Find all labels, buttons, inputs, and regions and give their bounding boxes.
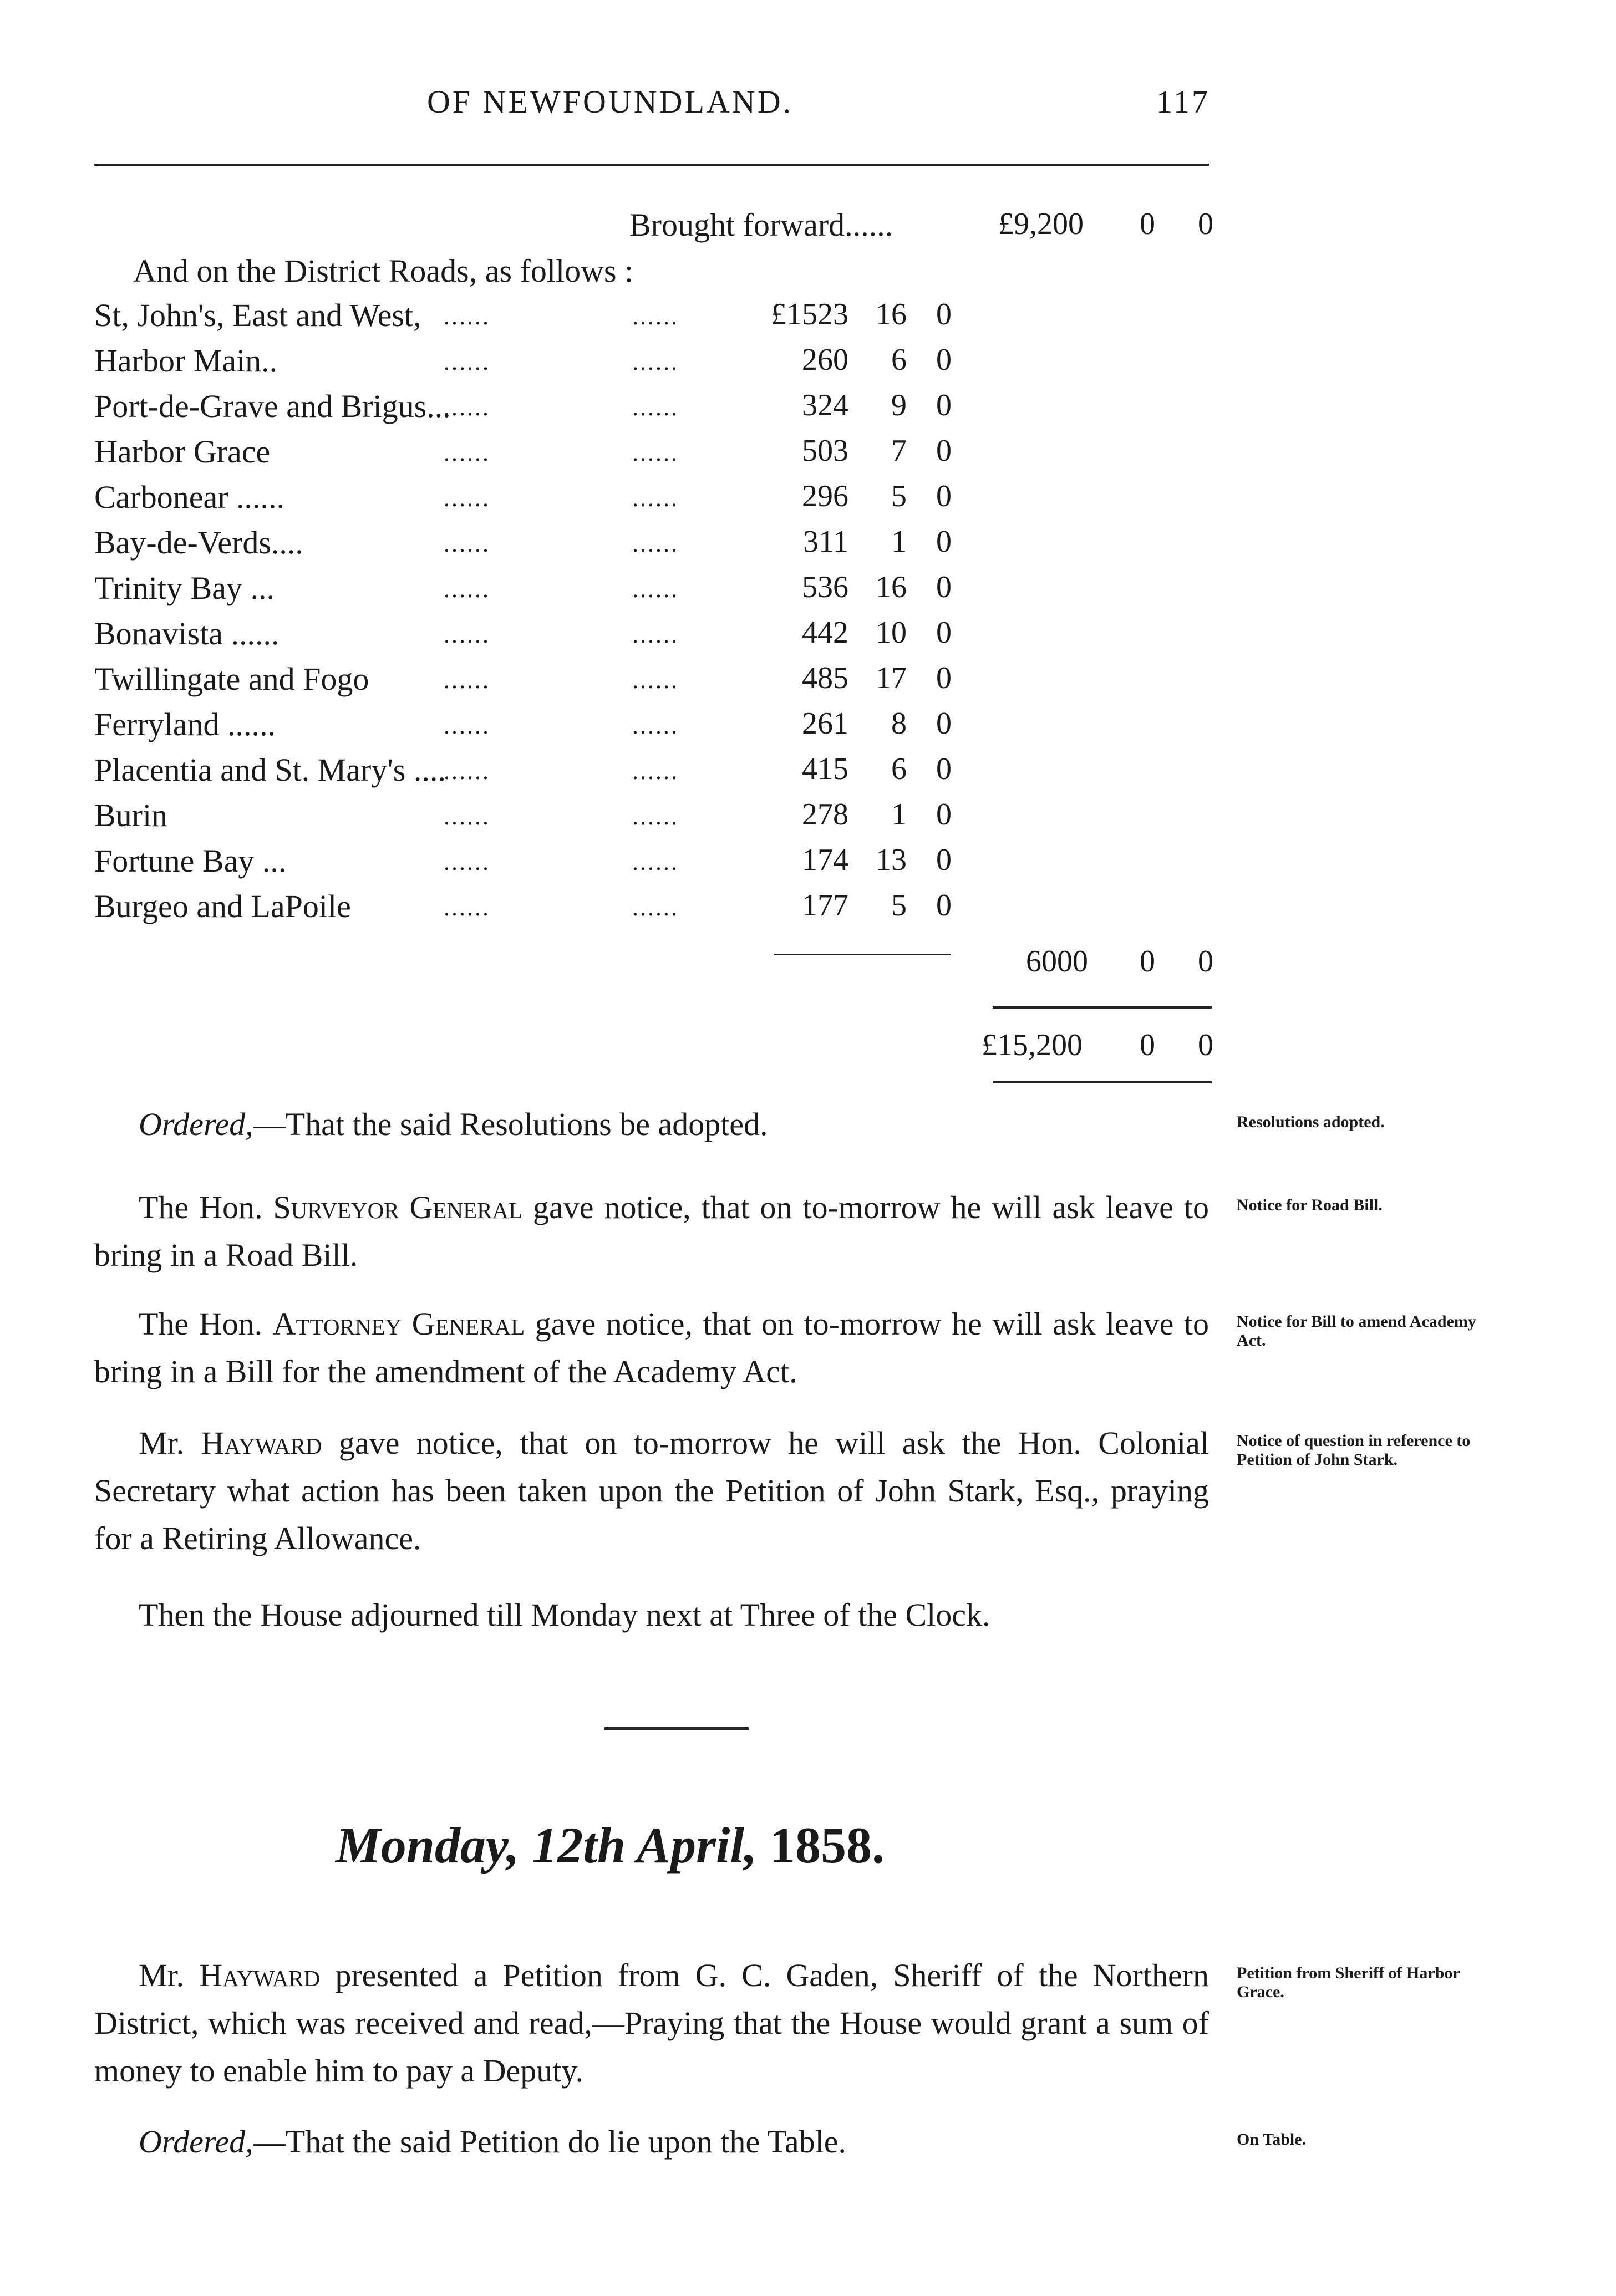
member-name: Hayward — [201, 1425, 322, 1461]
paragraph-text: —That the said Petition do lie upon the Table. — [253, 2124, 847, 2160]
paragraph-text: gave notice, that on to-morrow he will ask leave to bring in a Bill for the amendment of the Academy Act. — [94, 1306, 1209, 1389]
paragraph-lead: The Hon. — [139, 1306, 273, 1342]
district-shillings: 16 — [876, 570, 907, 604]
total-rule-top — [993, 1006, 1212, 1009]
district-pence: 0 — [936, 434, 952, 468]
district-pence: 0 — [936, 797, 952, 832]
leader-dots: ...... — [632, 666, 679, 694]
district-pounds: 442 — [802, 615, 848, 650]
leader-dots: ...... — [632, 348, 679, 375]
margin-note: Resolutions adopted. — [1237, 1113, 1385, 1131]
member-name: Surveyor General — [273, 1189, 523, 1225]
day-heading — [336, 1816, 885, 1875]
district-pounds: 324 — [802, 388, 848, 422]
district-pence: 0 — [936, 525, 952, 559]
district-shillings: 8 — [891, 706, 907, 741]
section-separator — [604, 1727, 749, 1730]
district-shillings: 9 — [891, 388, 907, 422]
district-name: Bonavista ...... — [94, 615, 280, 651]
district-pounds: £1523 — [771, 297, 848, 332]
leader-dots: ...... — [632, 712, 679, 739]
district-pence: 0 — [936, 388, 952, 422]
paragraph-lead: Mr. — [139, 1425, 201, 1461]
leader-dots: ...... — [632, 757, 679, 785]
proceeding-paragraph — [94, 1591, 1209, 1639]
paragraph-lead: The Hon. — [139, 1189, 273, 1225]
total-shillings: 0 — [1140, 1028, 1155, 1062]
leader-dots: ...... — [444, 757, 490, 785]
district-pounds: 296 — [802, 479, 848, 513]
district-pounds: 311 — [803, 525, 848, 559]
leader-dots: ...... — [632, 439, 679, 466]
leader-dots: ...... — [444, 303, 490, 330]
leader-dots: ...... — [632, 485, 679, 512]
leader-dots: ...... — [444, 894, 490, 921]
subtotal-pounds: 6000 — [1026, 944, 1088, 979]
district-pounds: 485 — [802, 661, 848, 695]
proceeding-paragraph — [94, 1300, 1209, 1396]
district-name: St, John's, East and West, — [94, 297, 421, 333]
district-shillings: 6 — [891, 343, 907, 377]
leader-dots: ...... — [444, 439, 490, 466]
paragraph-text: gave notice, that on to-morrow he will ask leave to bring in a Road Bill. — [94, 1189, 1209, 1273]
district-pounds: 174 — [802, 843, 848, 877]
leader-dots: ...... — [632, 803, 679, 830]
proceeding-paragraph — [94, 1184, 1209, 1279]
header-rule — [94, 164, 1209, 166]
district-name: Burin — [94, 797, 168, 833]
district-pounds: 278 — [802, 797, 848, 832]
district-shillings: 16 — [876, 297, 907, 332]
paragraph-text: Then the House adjourned till Monday next at Three of the Clock. — [139, 1597, 990, 1633]
margin-note: Notice for Bill to amend Academy Act. — [1237, 1312, 1476, 1350]
leader-dots: ...... — [444, 576, 490, 603]
margin-note: Petition from Sheriff of Harbor Grace. — [1237, 1964, 1460, 2001]
district-shillings: 5 — [891, 888, 907, 923]
district-shillings: 1 — [891, 525, 907, 559]
district-roads-intro: And on the District Roads, as follows : — [133, 253, 634, 289]
margin-note: Notice of question in reference to Petition of John Stark. — [1237, 1432, 1471, 1469]
district-pence: 0 — [936, 615, 952, 650]
district-name: Port-de-Grave and Brigus... — [94, 388, 451, 424]
district-pence: 0 — [936, 706, 952, 741]
leader-dots: ...... — [444, 666, 490, 694]
leader-dots: ...... — [632, 894, 679, 921]
district-pence: 0 — [936, 479, 952, 513]
brought-forward-pounds: £9,200 — [998, 207, 1084, 241]
district-name: Ferryland ...... — [94, 706, 276, 742]
paragraph-text: gave notice, that on to-morrow he will ask the Hon. Colonial Secretary what action has been taken upon the Petition of John Stark, Esq., praying for a Retiring Allowance. — [94, 1425, 1210, 1556]
district-shillings: 1 — [891, 797, 907, 832]
margin-note: Notice for Road Bill. — [1237, 1196, 1383, 1214]
district-shillings: 7 — [891, 434, 907, 468]
subtotal-pence: 0 — [1198, 944, 1213, 979]
district-name: Twillingate and Fogo — [94, 661, 369, 697]
paragraph-text: presented a Petition from G. C. Gaden, Sheriff of the Northern District, which was received and read,—Praying that the House would grant a sum of money to enable him to pay a Deputy. — [94, 1957, 1209, 2089]
district-name: Carbonear ...... — [94, 479, 285, 515]
day-heading-text: Monday, 12th April, — [336, 1817, 770, 1874]
leader-dots: ...... — [444, 803, 490, 830]
proceeding-paragraph — [94, 1419, 1209, 1562]
district-name: Harbor Grace — [94, 434, 271, 470]
district-pence: 0 — [936, 888, 952, 923]
brought-forward-shillings: 0 — [1140, 207, 1155, 241]
ordered-word: Ordered, — [139, 2124, 253, 2160]
district-pounds: 415 — [802, 752, 848, 786]
paragraph-text: —That the said Resolutions be adopted. — [253, 1106, 768, 1142]
running-title: OF NEWFOUNDLAND. — [427, 84, 794, 120]
monday-paragraph — [94, 1952, 1209, 2095]
leader-dots: ...... — [444, 348, 490, 375]
leader-dots: ...... — [444, 621, 490, 648]
district-pounds: 536 — [802, 570, 848, 604]
district-pounds: 260 — [802, 343, 848, 377]
member-name: Hayward — [199, 1957, 321, 1993]
total-rule-bottom — [993, 1081, 1212, 1083]
proceeding-paragraph — [94, 1101, 1209, 1148]
leader-dots: ...... — [444, 485, 490, 512]
district-pence: 0 — [936, 661, 952, 695]
page-number: 117 — [1156, 84, 1210, 120]
district-shillings: 5 — [891, 479, 907, 513]
district-name: Burgeo and LaPoile — [94, 888, 351, 924]
district-name: Trinity Bay ... — [94, 570, 275, 606]
margin-note: On Table. — [1237, 2130, 1307, 2149]
district-shillings: 17 — [876, 661, 907, 695]
ordered-word: Ordered, — [139, 1106, 253, 1142]
district-name: Fortune Bay ... — [94, 843, 287, 879]
brought-forward-label: Brought forward...... — [629, 207, 893, 243]
district-pence: 0 — [936, 343, 952, 377]
subtotal-rule — [774, 954, 951, 955]
leader-dots: ...... — [444, 712, 490, 739]
leader-dots: ...... — [444, 848, 490, 875]
district-pence: 0 — [936, 752, 952, 786]
leader-dots: ...... — [632, 848, 679, 875]
district-pence: 0 — [936, 570, 952, 604]
total-pounds: £15,200 — [982, 1028, 1083, 1062]
brought-forward-pence: 0 — [1198, 207, 1213, 241]
paragraph-lead: Mr. — [139, 1957, 200, 1993]
leader-dots: ...... — [632, 576, 679, 603]
leader-dots: ...... — [632, 530, 679, 557]
district-name: Harbor Main.. — [94, 343, 278, 379]
subtotal-shillings: 0 — [1140, 944, 1155, 979]
district-shillings: 10 — [876, 615, 907, 650]
district-pounds: 261 — [802, 706, 848, 741]
district-shillings: 13 — [876, 843, 907, 877]
leader-dots: ...... — [444, 394, 490, 421]
district-name: Placentia and St. Mary's .... — [94, 752, 446, 788]
district-pounds: 177 — [802, 888, 848, 923]
member-name: Attorney General — [272, 1306, 525, 1342]
district-shillings: 6 — [891, 752, 907, 786]
day-heading-year: 1858. — [770, 1817, 885, 1874]
district-pence: 0 — [936, 297, 952, 332]
leader-dots: ...... — [632, 303, 679, 330]
district-pounds: 503 — [802, 434, 848, 468]
leader-dots: ...... — [632, 394, 679, 421]
leader-dots: ...... — [444, 530, 490, 557]
district-name: Bay-de-Verds.... — [94, 525, 303, 561]
leader-dots: ...... — [632, 621, 679, 648]
district-pence: 0 — [936, 843, 952, 877]
total-pence: 0 — [1198, 1028, 1213, 1062]
monday-paragraph — [94, 2118, 1209, 2166]
